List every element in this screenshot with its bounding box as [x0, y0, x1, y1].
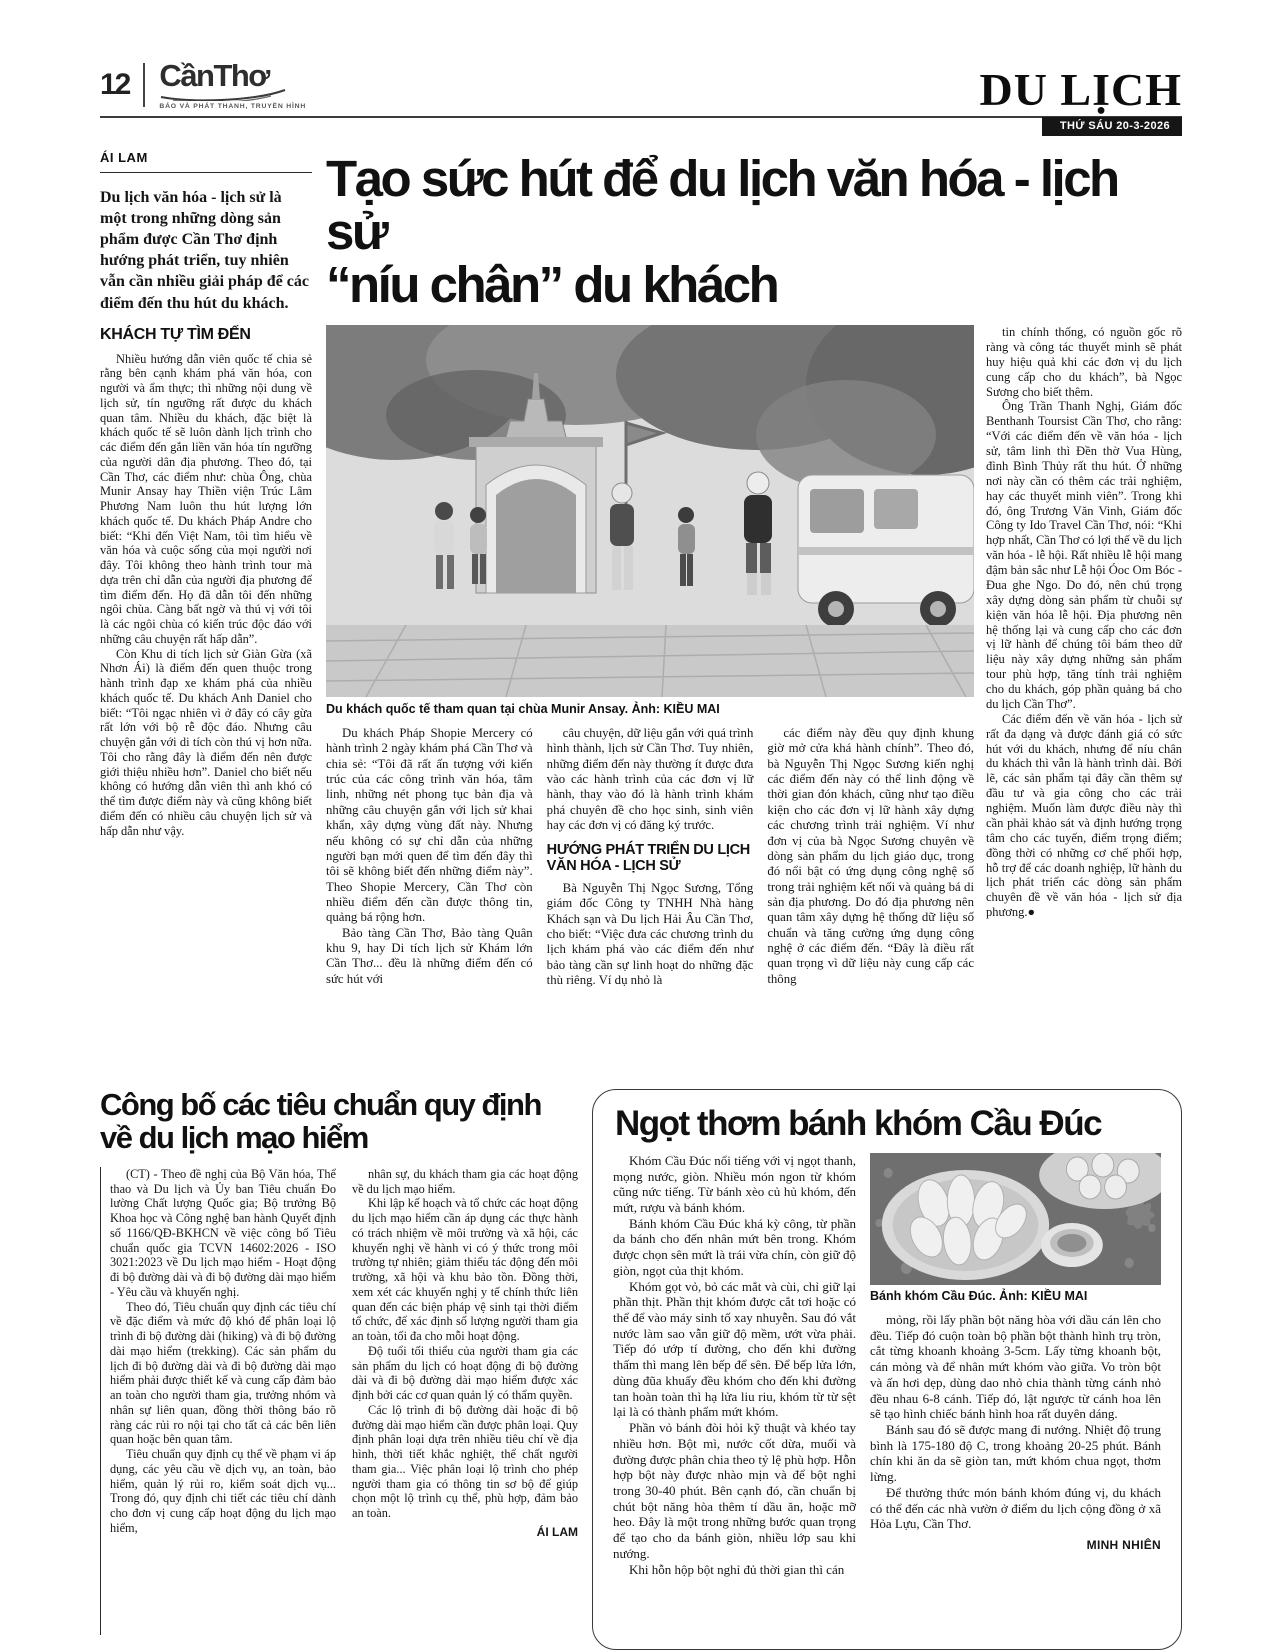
- main-photo: [326, 325, 974, 697]
- article2-column-2: [352, 1167, 578, 1635]
- paragraph: Các lộ trình đi bộ đường dài hoặc đi bộ đường dài mạo hiểm cần được phân loại. Quy định phân loại dựa trên nhiều tiêu chí về địa hình, thời tiết khắc nghiệt, thể chất người tham gia... Việc phân loại lộ trình cho phép người tham gia có thông tin sơ bộ để giúp chọn một lộ trình cụ thể, phù hợp, đảm bảo an toàn.: [352, 1402, 578, 1521]
- main-column-3-top: [547, 726, 754, 833]
- pineapple-cakes-photo-illustration: [870, 1153, 1161, 1285]
- paragraph: Theo đó, Tiêu chuẩn quy định các tiêu chí về đặc điểm và mức độ khó để phân loại lộ trình đi bộ đường dài (hiking) và đi bộ đường dài mạo hiểm (trekking). Các sản phẩm du lịch đi bộ đường dài và đi bộ đường dài mạo hiểm phải được thiết kế và cung cấp đảm bảo an toàn cho người tham gia, trưởng nhóm và nhân sự liên quan, đồng thời thông báo rõ ràng các rủi ro nội tại cho tất cả các bên liên quan hoặc bên quan tâm.: [110, 1299, 336, 1447]
- paragraph: câu chuyện, dữ liệu gắn với quá trình hình thành, lịch sử Cần Thơ. Tuy nhiên, những điểm đến này thường ít được đưa vào các hành trình của các đơn vị lữ hành, thay vào đó là hành trình khám phá chuyên đề cho học sinh, sinh viên hay các đơn vị có đăng ký trước.: [546, 726, 754, 833]
- paragraph: Nhiều hướng dẫn viên quốc tế chia sẻ rằng bên cạnh khám phá văn hóa, con người và ẩm thực; thì những nội dung về lịch sử, tín ngưỡng rất được du khách quan tâm. Nhiều du khách, đặc biệt là khách quốc tế sẽ luôn dành lịch trình cho các điểm đến gắn liền văn hóa tín ngưỡng của người dân địa phương. Theo đó, tại Cần Thơ, các điểm như: chùa Ông, chùa Munir Ansay hay Thiền viện Trúc Lâm Phương Nam luôn thu hút lượng lớn khách quốc tế. Du khách Pháp Andre cho biết: “Khi đến Việt Nam, tôi tìm hiểu về văn hóa và cuộc sống của mọi người nơi đây. Tôi không theo hành trình tour mà dựa trên chỉ dẫn của người địa phương để tìm điểm đến. Họ đã dẫn tôi đến những ngôi chùa. Càng bất ngờ và thú vị với tôi là các ngôi chùa có kiến trúc độc đáo với những câu chuyện rất hấp dẫn”.: [100, 351, 312, 646]
- date-badge: THỨ SÁU 20-3-2026: [1042, 117, 1182, 136]
- article2-headline-line-1: Công bố các tiêu chuẩn quy định: [100, 1087, 541, 1123]
- paragraph: Bánh sau đó sẽ được mang đi nướng. Nhiệt độ trung bình là 175-180 độ C, trong khoảng 20-25 phút. Bánh chín khi ăn da sẽ giòn tan, mứt khóm chua ngọt, thơm lừng.: [870, 1422, 1161, 1485]
- article2-author: ÁI LAM: [536, 1524, 578, 1539]
- masthead-divider: [143, 63, 145, 107]
- main-column-3: [547, 726, 754, 1066]
- newspaper-logo: [159, 60, 306, 110]
- headline-line-1: Tạo sức hút để du lịch văn hóa - lịch sử: [326, 150, 1118, 261]
- brand-tagline: BÁO VÀ PHÁT THANH, TRUYỀN HÌNH: [159, 103, 307, 110]
- paragraph: tin chính thống, có nguồn gốc rõ ràng và công tác thuyết minh sẽ phát huy hiệu quả khi các đơn vị du lịch cung cấp cho du khách”, bà Ngọc Sương cho biết thêm.: [986, 325, 1182, 399]
- main-column-5: [986, 325, 1182, 1067]
- lead-paragraph: Du lịch văn hóa - lịch sử là một trong những dòng sản phẩm được Cần Thơ định hướng phát triển, tuy nhiên vẫn cần nhiều giải pháp để các điểm đến thu hút du khách.: [100, 189, 309, 312]
- brand-name: CầnThơ: [159, 58, 269, 93]
- article3-photo-caption: Bánh khóm Cầu Đúc. Ảnh: KIỀU MAI: [870, 1288, 1088, 1303]
- article3-author: MINH NHIÊN: [1086, 1538, 1161, 1553]
- paragraph: các điểm này đều quy định khung giờ mở cửa khá hành chính”. Theo đó, bà Nguyễn Thị Ngọc Sương kiến nghị các điểm đến này có thể linh động về thời gian đón khách, cũng như tạo điều kiện cho các đơn vị lữ hành xây dựng các chương trình trải nghiệm. Ví như đơn vị của bà Ngọc Sương chuyên về dòng sản phẩm du lịch giáo dục, trong đó nổi bật có ứng dụng công nghệ số trong trải nghiệm kết nối và quảng bá di sản địa phương. Do đó địa phương nên quan tâm xây dựng hệ thống dữ liệu số chuẩn và tăng cường ứng dụng công nghệ ở các điểm đến. “Đây là điều rất quan trọng vì dữ liệu này cung cấp các thông: [767, 726, 974, 986]
- paragraph: Bà Nguyễn Thị Ngọc Sương, Tổng giám đốc Công ty TNHH Nhà hàng Khách sạn và Du lịch Hải Âu Cần Thơ, cho biết: “Việc đưa các chương trình du lịch khám phá vào các điểm đến như bảo tàng cần sự linh hoạt do những đặc thù riêng. Ví dụ nhỏ là: [546, 880, 754, 987]
- adventure-tourism-article: [100, 1089, 578, 1635]
- temple-gate-photo-illustration: [326, 325, 974, 697]
- article3-headline: Ngọt thơm bánh khóm Cầu Đúc: [615, 1104, 1102, 1144]
- paragraph: Bảo tàng Cần Thơ, Bảo tàng Quân khu 9, hay Di tích lịch sử Khám lớn Cần Thơ... đều là những điểm đến có sức hút với: [326, 925, 533, 986]
- main-column-1: [100, 352, 312, 1020]
- pineapple-cake-article: [592, 1089, 1182, 1650]
- main-column-3-bottom: [547, 881, 754, 988]
- main-column-4: [767, 726, 974, 1066]
- paragraph: Ông Trần Thanh Nghị, Giám đốc Benthanh Toursist Cần Thơ, cho rằng: “Với các điểm đến về văn hóa - lịch sử, tâm linh thì Đền thờ Vua Hùng, đình Bình Thủy rất thu hút. Ở những nơi này cần có thêm các trải nghiệm, hay các thuyết minh viên”. Trong khi đó, ông Trương Văn Vinh, Giám đốc Công ty Ido Travel Cần Thơ, nói: “Khi hợp nhất, Cần Thơ có lợi thế về du lịch văn hóa - lễ hội. Rất nhiều lễ hội mang đậm bản sắc như Lễ hội Óoc Om Bóc - Đua ghe Ngo. Do đó, nên chú trọng xây dựng dòng sản phẩm từ chuỗi sự kiện văn hóa lễ hội. Địa phương nên hệ thống lại và cung cấp cho các đơn vị lữ hành để chúng tôi bám theo dữ liệu này xây dựng những sản phẩm tour phù hợp, tăng tính trải nghiệm cho du khách, góp phần quảng bá cho du lịch Cần Thơ”.: [986, 399, 1182, 711]
- article3-photo: [870, 1153, 1161, 1285]
- paragraph: Khóm Cầu Đúc nổi tiếng với vị ngọt thanh, mọng nước, giòn. Nhiều món ngon từ khóm cũng nức tiếng. Từ bánh xèo củ hủ khóm, đến mứt, rượu và bánh khóm.: [613, 1152, 856, 1215]
- page-number: 12: [100, 68, 130, 101]
- article2-column-1: [110, 1167, 336, 1635]
- main-article: [100, 150, 1182, 1067]
- paragraph: Khóm gọt vỏ, bỏ các mắt và cùi, chỉ giữ lại phần thịt. Phần thịt khóm được cắt tơi hoặc có thể để vào máy sinh tố xay nhuyễn. Sau đó vắt nước làm sao vẫn giữ độ mềm, ướt vừa phải. Tiếp đó ướp tí đường, cho đến khi đường thấm thì mang lên bếp để sên. Để bếp lửa lớn, dùng đũa khuấy đều khóm cho đến khi đường tan hoàn toàn thì hạ lửa liu riu, khóm từ từ sệt lại là có thành phẩm mứt khóm.: [613, 1278, 856, 1420]
- article3-column-1: [613, 1153, 856, 1633]
- subhead-khach-tu-tim-den: KHÁCH TỰ TÌM ĐẾN: [100, 325, 251, 343]
- main-column-2: [326, 726, 533, 1066]
- article3-column-2: [870, 1153, 1161, 1633]
- headline-line-2: “níu chân” du khách: [326, 256, 778, 314]
- paragraph: Độ tuổi tối thiểu của người tham gia các sản phẩm du lịch có hoạt động đi bộ đường dài và đi bộ đường dài mạo hiểm được xác định bởi các cơ quan quản lý có thẩm quyền.: [352, 1343, 578, 1403]
- masthead: [100, 52, 1182, 115]
- main-headline: [326, 150, 1182, 314]
- subhead-huong-phat-trien: HƯỚNG PHÁT TRIỂN DU LỊCH VĂN HÓA - LỊCH SỬ: [546, 841, 750, 875]
- paragraph: Còn Khu di tích lịch sử Giàn Gừa (xã Nhơn Ái) là điểm đến quen thuộc trong hành trình đạp xe khám phá của nhiều khách quốc tế. Du khách Anh Daniel cho biết: “Tôi ngạc nhiên vì ở đây có cây gừa rất lớn với bộ rễ độc đáo. Nhưng câu chuyện gắn với di tích còn thú vị hơn nữa. Tôi cho rằng đây là điểm đến nên được giới thiệu nhiều hơn”. Daniel cho biết nếu không có hướng dẫn viên thì anh khó có thể tìm được điểm này và cũng không biết điểm đến có nhiều câu chuyện lịch sử và hấp dẫn như vậy.: [100, 646, 312, 838]
- main-intro-column: [100, 150, 312, 1067]
- logo-swoosh-icon: [159, 87, 289, 101]
- paragraph: Phần vỏ bánh đòi hỏi kỹ thuật và khéo tay nhiều hơn. Bột mì, nước cốt dừa, muối và đường được phân chia theo tỷ lệ phù hợp. Hỗn hợp bột này được nhào mịn và để bột nghỉ trong 30-40 phút. Bên cạnh đó, cần chuẩn bị chút bột năng hòa thêm tí dầu ăn, hoặc mỡ heo. Đây là một trong những bước quan trọng để tạo cho da bánh giòn, nhiều lớp sau khi nướng.: [613, 1420, 856, 1561]
- main-photo-caption: Du khách quốc tế tham quan tại chùa Munir Ansay. Ảnh: KIỀU MAI: [326, 702, 720, 717]
- article2-headline: [100, 1089, 578, 1155]
- article3-column-2-text: [870, 1312, 1161, 1532]
- paragraph: nhân sự, du khách tham gia các hoạt động về du lịch mạo hiểm.: [352, 1166, 578, 1196]
- author-byline: ÁI LAM: [100, 150, 312, 173]
- paragraph: mỏng, rồi lấy phần bột năng hòa với dầu cán lên cho đều. Tiếp đó cuộn toàn bộ phần bột thành hình trụ tròn, cắt từng khoanh khoảng 3-5cm. Lấy từng khoanh bột, cán mỏng và để nhân mứt khóm vào giữa. Vo tròn bột và ấn hơi dẹp, dùng dao nhỏ chia thành từng cánh nhỏ đều nhau 6-8 cánh. Tiếp đó, lật ngược từ cánh hoa lên sẽ tạo hình chiếc bánh hình hoa rất duyên dáng.: [870, 1311, 1161, 1422]
- paragraph: Để thưởng thức món bánh khóm đúng vị, du khách có thể đến các nhà vườn ở điểm du lịch cộng đồng ở xã Hỏa Lựu, Cần Thơ.: [870, 1484, 1161, 1532]
- paragraph: Khi hỗn hộp bột nghỉ đủ thời gian thì cán: [629, 1561, 845, 1577]
- article2-headline-line-2: về du lịch mạo hiểm: [100, 1119, 368, 1155]
- paragraph: Các điểm đến về văn hóa - lịch sử rất đa dạng và được đánh giá có sức hút với du khách, nhưng để níu chân du khách thì vẫn là hành trình dài. Bởi lẽ, các sản phẩm tại đây cần thêm sự đầu tư và gia công cho các trải nghiệm. Muốn làm được điều này thì cần phải khảo sát và định hướng trọng tâm cho các tuyến, điểm trọng điểm; đồng thời có những cơ chế phối hợp, hỗ trợ để các doanh nghiệp, lữ hành du lịch phát triển các dòng sản phẩm chuyên đề về văn hóa - lịch sử địa phương.●: [986, 711, 1182, 920]
- main-article-body: [326, 150, 1182, 1067]
- section-title: DU LỊCH: [979, 63, 1182, 115]
- paragraph: (CT) - Theo đề nghị của Bộ Văn hóa, Thể thao và Du lịch và Ủy ban Tiêu chuẩn Đo lường Chất lượng Quốc gia; Bộ trưởng Bộ Khoa học và Công nghệ ban hành Quyết định số 1166/QĐ-BKHCN về việc công bố Tiêu chuẩn quốc gia TCVN 14602:2026 - ISO 3021:2023 về Du lịch mạo hiểm - Hoạt động đi bộ đường dài và đi bộ đường dài mạo hiểm - Yêu cầu và khuyến nghị.: [110, 1166, 336, 1299]
- paragraph: Du khách Pháp Shopie Mercery có hành trình 2 ngày khám phá Cần Thơ và chia sẻ: “Tôi đã rất ấn tượng với kiến trúc của các công trình văn hóa, tâm linh, những nét phong tục bản địa và những câu chuyện gắn với lịch sử khai khẩn, xây dựng vùng đất này. Nhưng nếu không có sự chỉ dẫn của những người bạn mới quen để tìm đến đây thì tôi sẽ không biết đến những điểm này”. Theo Shopie Mercery, Cần Thơ còn nhiều điểm đến cần được thông tin, quảng bá rộng hơn.: [326, 726, 533, 925]
- paragraph: Bánh khóm Cầu Đúc khá kỳ công, từ phần da bánh cho đến nhân mứt bên trong. Khóm được chọn sên mứt là trái vừa chín, còn giữ độ giòn, ngọt của thịt khóm.: [613, 1215, 856, 1278]
- paragraph: Tiêu chuẩn quy định cụ thể về phạm vi áp dụng, các yêu cầu về dịch vụ, an toàn, bảo hiểm, quản lý rủi ro, kiểm soát dịch vụ... Trong đó, quy định chi tiết các tiêu chí dành cho đơn vị cung cấp hoạt động du lịch mạo hiểm,: [110, 1447, 336, 1535]
- paragraph: Khi lập kế hoạch và tổ chức các hoạt động du lịch mạo hiểm cần áp dụng các thực hành có trách nhiệm về môi trường và xã hội, các khuyến nghị về hành vi có ý thức trong môi trường tự nhiên; giảm thiểu tác động đến môi trường, xã hội và khu bảo tồn. Đồng thời, xem xét các khuyến nghị y tế chính thức liên quan đến các biện pháp vệ sinh tại thời điểm tổ chức, để xác định số lượng người tham gia an toàn, tối đa cho mỗi hoạt động.: [352, 1196, 578, 1344]
- article2-column-2-text: [352, 1167, 578, 1521]
